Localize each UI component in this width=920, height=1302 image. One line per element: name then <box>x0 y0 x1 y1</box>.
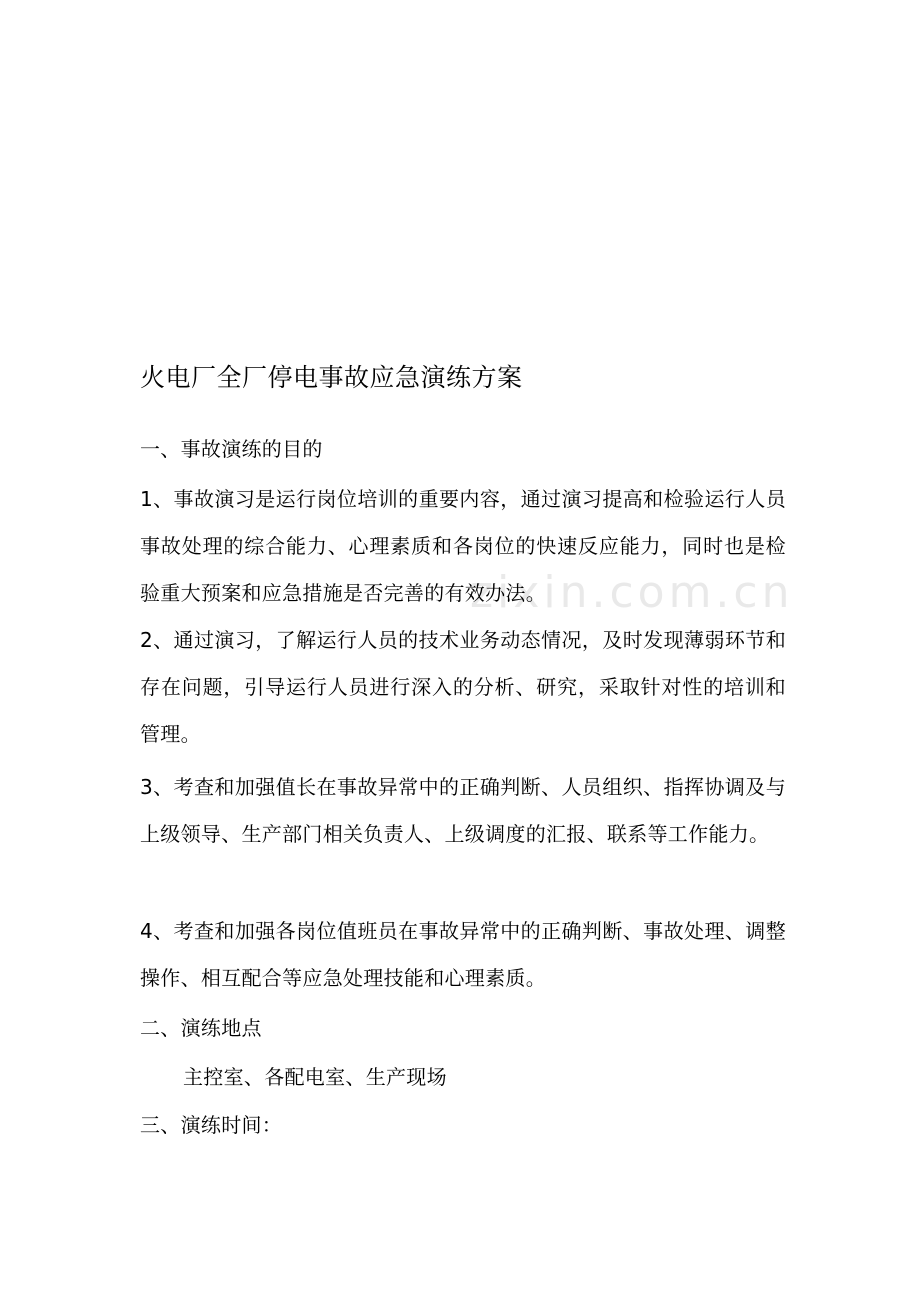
paragraph-item-4: 4、考查和加强各岗位值班员在事故异常中的正确判断、事故处理、调整操作、相互配合等应急处理技能和心理素质。 <box>140 919 786 990</box>
section-heading-time: 三、演练时间： <box>140 1113 283 1137</box>
location-content: 主控室、各配电室、生产现场 <box>183 1065 447 1089</box>
section-heading-location: 二、演练地点 <box>140 1016 262 1040</box>
paragraph-item-2: 2、通过演习，了解运行人员的技术业务动态情况，及时发现薄弱环节和存在问题，引导运行人员进行深入的分析、研究，采取针对性的培训和管理。 <box>140 628 786 746</box>
document-title: 火电厂全厂停电事故应急演练方案 <box>140 363 523 392</box>
section-heading-purpose: 一、事故演练的目的 <box>140 437 323 461</box>
paragraph-item-3: 3、考查和加强值长在事故异常中的正确判断、人员组织、指挥协调及与上级领导、生产部门相关负责人、上级调度的汇报、联系等工作能力。 <box>140 775 786 846</box>
watermark: zixin.com.cn <box>470 567 794 618</box>
paragraph-item-1: 1、事故演习是运行岗位培训的重要内容，通过演习提高和检验运行人员事故处理的综合能力、心理素质和各岗位的快速反应能力，同时也是检验重大预案和应急措施是否完善的有效办法。 <box>140 487 786 605</box>
